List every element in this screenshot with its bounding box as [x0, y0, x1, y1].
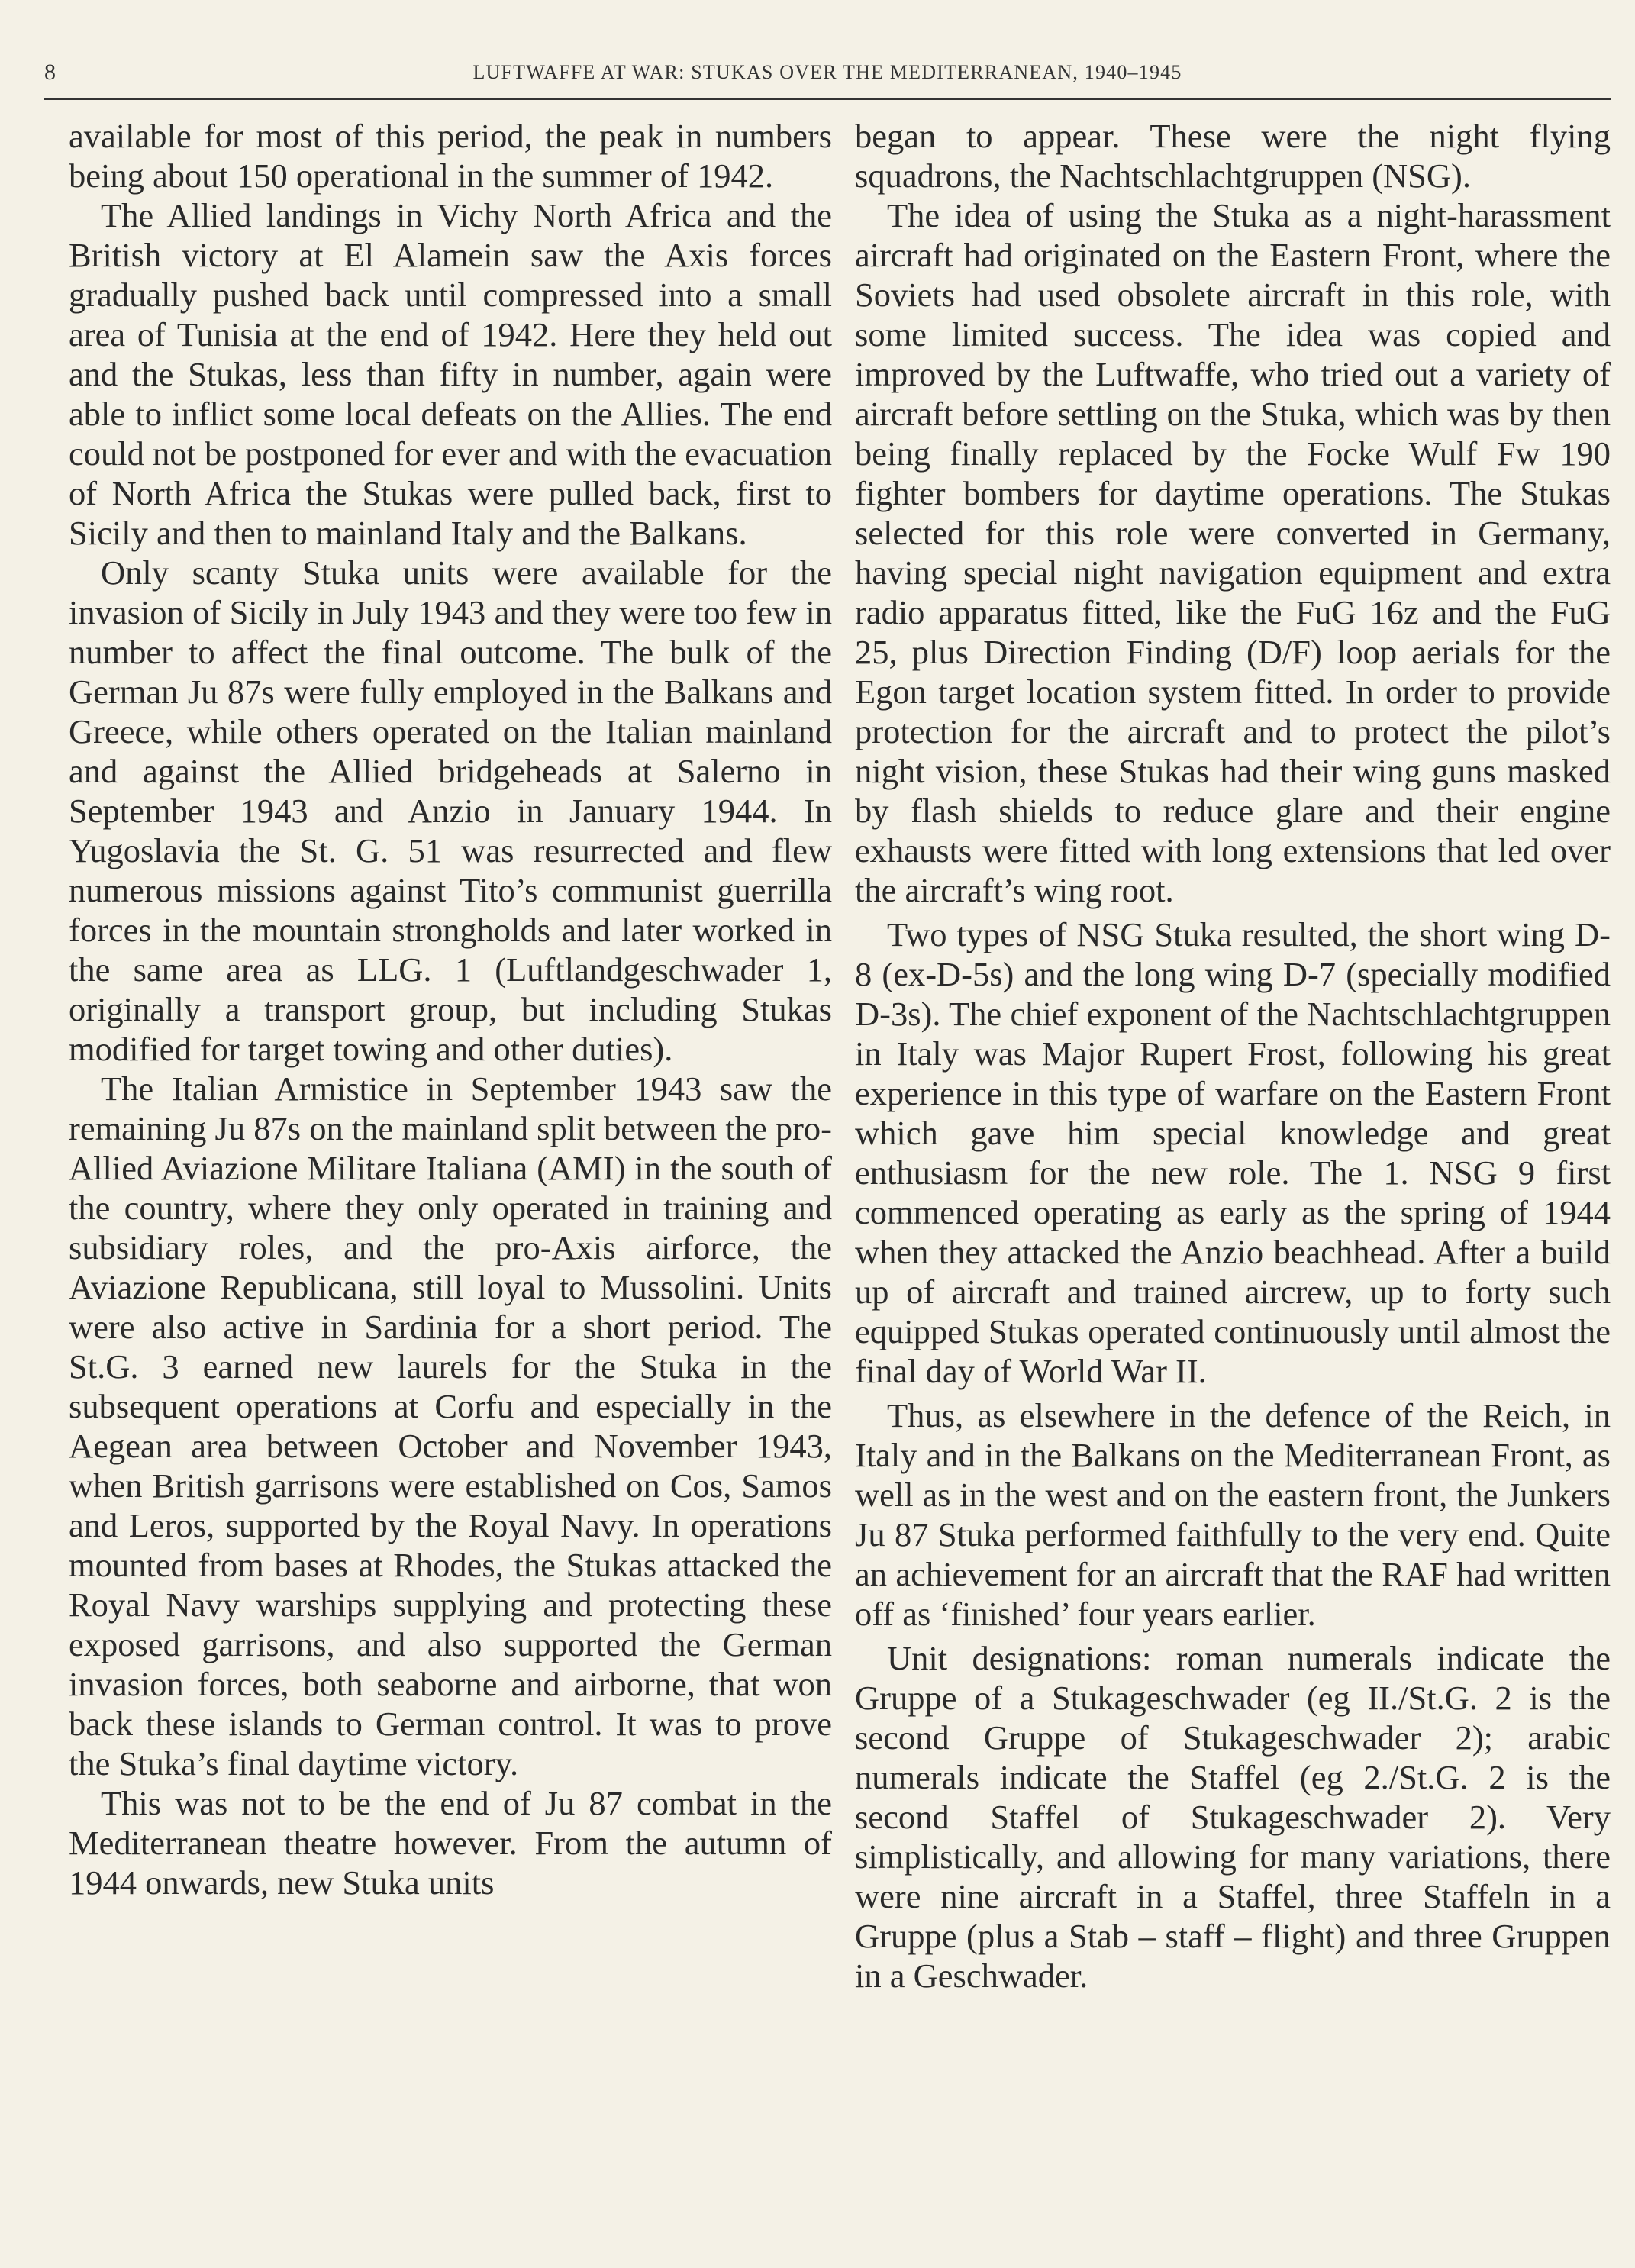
- paragraph: began to appear. These were the night flying squadrons, the Nachtschlachtgruppen (NSG).: [855, 117, 1611, 195]
- paragraph: This was not to be the end of Ju 87 combat in the Mediterranean theatre however. From the autumn of 1944 onwards, new Stuka units: [69, 1784, 832, 1902]
- paragraph: The Allied landings in Vichy North Africa and the British victory at El Alamein saw the Axis forces gradually pushed back until compressed into a small area of Tunisia at the end of 1942. Here they held out and the Stukas, less than fifty in number, again were able to inflict some local defeats on the Allies. The end could not be postponed for ever and with the evacuation of North Africa the Stukas were pulled back, first to Sicily and then to mainland Italy and the Balkans.: [69, 196, 832, 552]
- running-head: LUFTWAFFE AT WAR: STUKAS OVER THE MEDITERRANEAN, 1940–1945: [472, 61, 1182, 83]
- paragraph: Unit designations: roman numerals indicate the Gruppe of a Stukageschwader (eg II./St.G. 2 is the second Gruppe of Stukageschwader 2); arabic numerals indicate the Staffel (eg 2./St.G. 2 is the second Staffel of Stukageschwader 2). Very simplistically, and allowing for many variations, there were nine aircraft in a Staffel, three Staffeln in a Gruppe (plus a Stab – staff – flight) and three Gruppen in a Geschwader.: [855, 1639, 1611, 1995]
- paragraph: Two types of NSG Stuka resulted, the short wing D-8 (ex-D-5s) and the long wing D-7 (specially modified D-3s). The chief exponent of the Nachtschlachtgruppen in Italy was Major Rupert Frost, following his great experience in this type of warfare on the Eastern Front which gave him special knowledge and great enthusiasm for the new role. The 1. NSG 9 first commenced operating as early as the spring of 1944 when they attacked the Anzio beachhead. After a build up of aircraft and trained aircrew, up to forty such equipped Stukas operated continuously until almost the final day of World War II.: [855, 915, 1611, 1390]
- paragraph: available for most of this period, the peak in numbers being about 150 operational in the summer of 1942.: [69, 117, 832, 195]
- paragraph: Thus, as elsewhere in the defence of the Reich, in Italy and in the Balkans on the Mediterranean Front, as well as in the west and on the eastern front, the Junkers Ju 87 Stuka performed faithfully to the very end. Quite an achievement for an aircraft that the RAF had written off as ‘finished’ four years earlier.: [855, 1396, 1611, 1633]
- page-number: 8: [44, 60, 56, 85]
- left-column: [69, 116, 832, 1902]
- paragraph: The Italian Armistice in September 1943 saw the remaining Ju 87s on the mainland split between the pro-Allied Aviazione Militare Italiana (AMI) in the south of the country, where they only operated in training and subsidiary roles, and the pro-Axis airforce, the Aviazione Republicana, still loyal to Mussolini. Units were also active in Sardinia for a short period. The St.G. 3 earned new laurels for the Stuka in the subsequent operations at Corfu and especially in the Aegean area between October and November 1943, when British garrisons were established on Cos, Samos and Leros, supported by the Royal Navy. In operations mounted from bases at Rhodes, the Stukas attacked the Royal Navy warships supplying and protecting these exposed garrisons, and also supported the German invasion forces, both seaborne and airborne, that won back these islands to German control. It was to prove the Stuka’s final daytime victory.: [69, 1069, 832, 1782]
- paragraph: The idea of using the Stuka as a night-harassment aircraft had originated on the Eastern Front, where the Soviets had used obsolete aircraft in this role, with some limited success. The idea was copied and improved by the Luftwaffe, who tried out a variety of aircraft before settling on the Stuka, which was by then being finally replaced by the Focke Wulf Fw 190 fighter bombers for daytime operations. The Stukas selected for this role were converted in Germany, having special night navigation equipment and extra radio apparatus fitted, like the FuG 16z and the FuG 25, plus Direction Finding (D/F) loop aerials for the Egon target location system fitted. In order to provide protection for the aircraft and to protect the pilot’s night vision, these Stukas had their wing guns masked by flash shields to reduce glare and their engine exhausts were fitted with long extensions that led over the aircraft’s wing root.: [855, 196, 1611, 909]
- right-column: [855, 116, 1611, 1995]
- page-header: [44, 60, 1611, 100]
- paragraph: Only scanty Stuka units were available for the invasion of Sicily in July 1943 and they were too few in number to affect the final outcome. The bulk of the German Ju 87s were fully employed in the Balkans and Greece, while others operated on the Italian mainland and against the Allied bridgeheads at Salerno in September 1943 and Anzio in January 1944. In Yugoslavia the St. G. 51 was resurrected and flew numerous missions against Tito’s communist guerrilla forces in the mountain strongholds and later worked in the same area as LLG. 1 (Luftlandgeschwader 1, originally a transport group, but including Stukas modified for target towing and other duties).: [69, 553, 832, 1068]
